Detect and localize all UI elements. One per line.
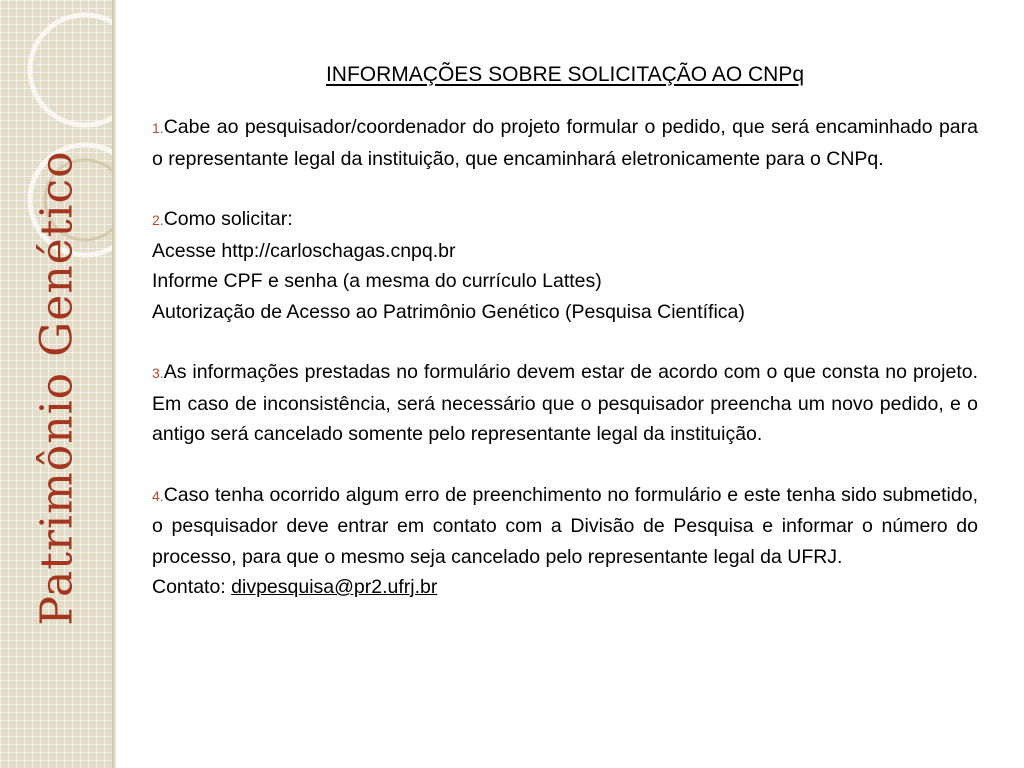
item-number: 1. (152, 120, 164, 136)
instruction-line: Informe CPF e senha (a mesma do currículo Lattes) (152, 270, 602, 292)
item-text: As informações prestadas no formulário devem estar de acordo com o que consta no projeto. Em caso de inconsistência, será necessário que o pesquisador preencha um novo pedido, e o antigo será cancelado somente pelo representante legal da instituição. (152, 361, 978, 445)
slide-title-text: INFORMAÇÕES SOBRE SOLICITAÇÃO AO CNPq (325, 63, 805, 86)
instruction-line: Acesse http://carloschagas.cnpq.br (152, 239, 456, 262)
vertical-title: Patrimônio Genético (31, 150, 83, 626)
list-item-1 (152, 112, 978, 174)
slide-content (152, 60, 978, 633)
item-text: Cabe ao pesquisador/coordenador do projeto formular o pedido, que será encaminhado para o representante legal da instituição, que encaminhará eletronicamente para o CNPq. (152, 116, 978, 170)
instruction-line: Autorização de Acesso ao Patrimônio Genético (Pesquisa Científica) (152, 300, 745, 323)
item-heading: Como solicitar: (163, 208, 293, 230)
item-number: 2. (152, 212, 164, 228)
sidebar-divider (112, 0, 116, 768)
contact-email-link[interactable]: divpesquisa@pr2.ufrj.br (231, 576, 438, 598)
item-number: 4. (152, 487, 164, 504)
sidebar (0, 0, 112, 768)
item-text: Caso tenha ocorrido algum erro de preenchimento no formulário e este tenha sido submetido, o pesquisador deve entrar em contato com a Divisão de Pesquisa e informar o número do processo, para que o mesmo seja cancelado pelo representante legal da UFRJ. (152, 483, 978, 568)
list-item-3 (152, 357, 978, 450)
item-number: 3. (152, 365, 164, 381)
list-item-2 (152, 204, 978, 327)
list-item-4 (152, 480, 978, 603)
contact-label: Contato: (152, 576, 226, 598)
slide-title (152, 60, 978, 90)
